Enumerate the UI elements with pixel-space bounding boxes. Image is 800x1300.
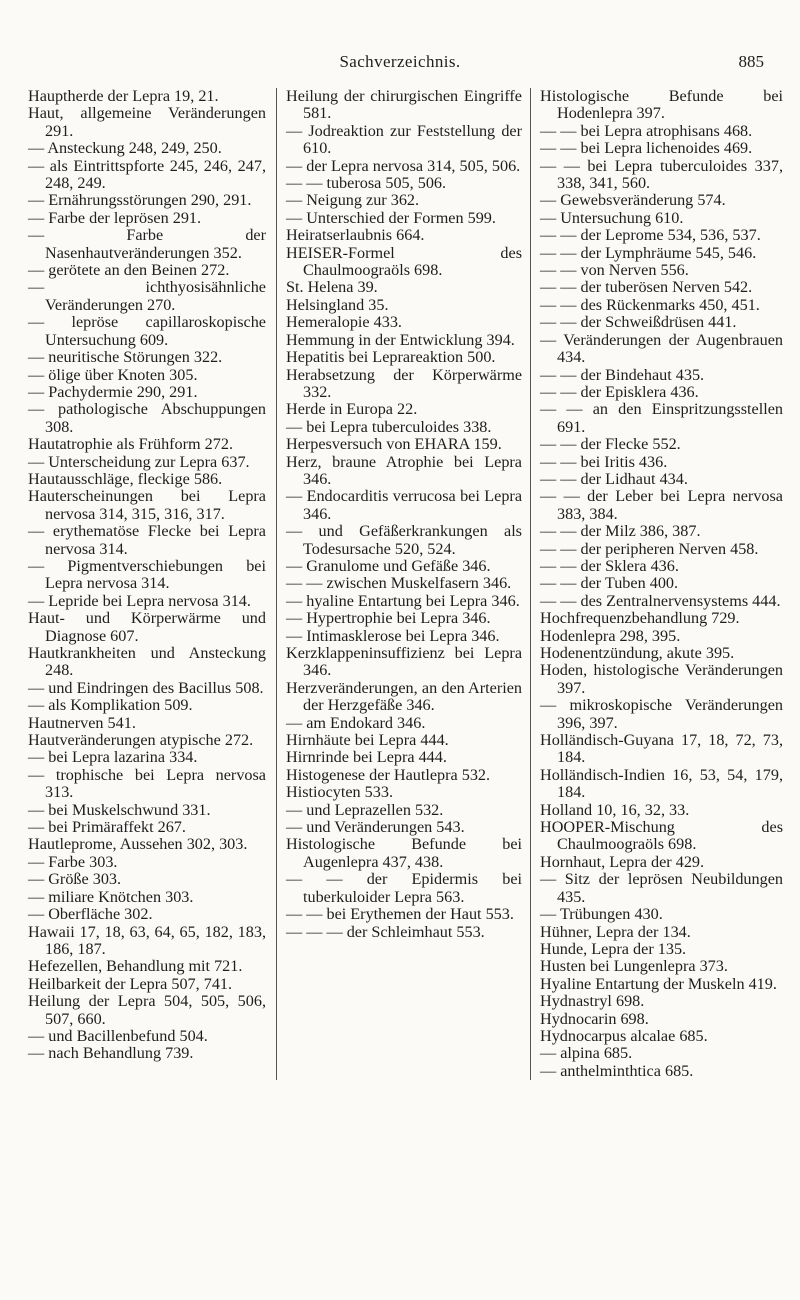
index-entry: Hydnocarpus alcalae 685. [540,1026,708,1045]
index-entry: — und Veränderungen 543. [286,818,465,837]
index-entry: Hirnrinde bei Lepra 444. [286,748,447,767]
index-entry: Hemmung in der Entwicklung 394. [286,330,515,349]
index-entry: — — — der Schleimhaut 553. [286,922,485,941]
index-entry: Hyaline Entartung der Muskeln 419. [540,974,777,993]
index-entry: — — bei Lepra tuberculoides 337, 338, 341, 560. [540,156,783,193]
index-entry: Husten bei Lungenlepra 373. [540,957,728,976]
index-entry: — bei Lepra tuberculoides 338. [286,417,492,436]
index-entry: — Hypertrophie bei Lepra 346. [286,609,491,628]
index-entry: Holländisch-Guyana 17, 18, 72, 73, 184. [540,731,783,767]
index-entry: — und Leprazellen 532. [286,800,444,819]
index-entry: Hydnastryl 698. [540,992,645,1011]
index-entry: Hodenlepra 298, 395. [540,626,681,645]
index-entry: — — der Epidermis bei tuberkuloider Lepra 563. [286,870,522,906]
index-entry: — Neigung zur 362. [286,191,420,210]
index-entry: Hirnhäute bei Lepra 444. [286,731,449,750]
index-entry: — Intimasklerose bei Lepra 346. [286,626,500,645]
index-entry: — — bei Iritis 436. [540,452,668,471]
index-entry: — — der Leber bei Lepra nervosa 383, 384. [540,487,783,523]
index-entry: — Farbe der Nasenhautveränderungen 352. [28,226,266,262]
index-entry: — Oberfläche 302. [28,905,153,924]
index-entry: — — des Zentralnervensystems 444. [540,591,781,610]
index-entry: — Lepride bei Lepra nervosa 314. [28,591,251,610]
index-entry: — — der Flecke 552. [540,435,681,454]
index-entry: — — des Rückenmarks 450, 451. [540,295,760,314]
index-entry: — Veränderungen der Augenbrauen 434. [540,330,783,367]
index-entry: — — bei Lepra lichenoides 469. [540,139,753,158]
index-entry: — trophische bei Lepra nervosa 313. [28,765,266,802]
index-entry: — — bei Lepra atrophisans 468. [540,121,753,140]
index-entry: Hunde, Lepra der 135. [540,939,687,958]
index-entry: — nach Behandlung 739. [28,1044,194,1063]
index-entry: — — der Leprome 534, 536, 537. [540,226,761,245]
index-entry: — Endocarditis verrucosa bei Lepra 346. [286,487,522,523]
index-entry: — der Lepra nervosa 314, 505, 506. [286,156,521,175]
index-entry: — ichthyosisähnliche Veränderungen 270. [28,278,266,314]
index-entry: Holland 10, 16, 32, 33. [540,800,690,819]
index-entry: — bei Primäraffekt 267. [28,818,186,837]
index-entry: Herzveränderungen, an den Arterien der Herzgefäße 346. [286,678,522,715]
index-entry: Hauterscheinungen bei Lepra nervosa 314, 315, 316, 317. [28,487,266,523]
index-entry: — Pachydermie 290, 291. [28,382,198,401]
index-entry: — — der tuberösen Nerven 542. [540,278,753,297]
index-entry: — gerötete an den Beinen 272. [28,261,230,280]
index-column-2 [276,88,522,1080]
index-column-3 [530,88,783,1080]
index-entry: — Farbe 303. [28,852,118,871]
index-entry: — — der Milz 386, 387. [540,522,701,541]
index-entry: — und Gefäßerkrankungen als Todesursache 520, 524. [286,522,522,558]
index-entry: — als Eintrittspforte 245, 246, 247, 248, 249. [28,156,266,193]
index-entry: Hauptherde der Lepra 19, 21. [28,87,219,105]
index-entry: — — bei Erythemen der Haut 553. [286,905,514,924]
index-entry: — ölige über Knoten 305. [28,365,198,384]
index-entry: Histologische Befunde bei Augenlepra 437, 438. [286,835,522,871]
index-entry: — — der Tuben 400. [540,574,679,593]
page-header [0,52,800,76]
index-entry: — Ansteckung 248, 249, 250. [28,139,222,158]
page-title: Sachverzeichnis. [339,52,461,71]
index-columns [28,88,784,1080]
index-entry: — bei Muskelschwund 331. [28,800,211,819]
index-entry: Herabsetzung der Körperwärme 332. [286,365,522,401]
index-entry: Hautleprome, Aussehen 302, 303. [28,835,248,854]
index-entry: — — der Lymphräume 545, 546. [540,243,757,262]
index-entry: — Farbe der leprösen 291. [28,208,202,227]
index-entry: — — tuberosa 505, 506. [286,174,447,193]
index-entry: Hawaii 17, 18, 63, 64, 65, 182, 183, 186, 187. [28,922,266,958]
index-entry: — Granulome und Gefäße 346. [286,556,491,575]
index-entry: Heilbarkeit der Lepra 507, 741. [28,974,233,993]
index-entry: — — der Schweißdrüsen 441. [540,313,737,332]
index-entry: — — der Bindehaut 435. [540,365,705,384]
index-entry: Hefezellen, Behandlung mit 721. [28,957,243,976]
index-entry: — neuritische Störungen 322. [28,348,223,367]
index-entry: — — an den Einspritzungsstellen 691. [540,400,783,436]
index-entry: Kerzklappeninsuffizienz bei Lepra 346. [286,644,522,680]
index-entry: Haut, allgemeine Veränderungen 291. [28,104,266,140]
index-entry: Heilung der chirurgischen Eingriffe 581. [286,87,522,123]
index-entry: Hautkrankheiten und Ansteckung 248. [28,644,266,680]
index-entry: HOOPER-Mischung des Chaulmoograöls 698. [540,818,783,854]
index-entry: Herpesversuch von EHARA 159. [286,435,502,454]
index-entry: — als Komplikation 509. [28,696,193,715]
index-entry: — bei Lepra lazarina 334. [28,748,198,767]
index-entry: — miliare Knötchen 303. [28,887,194,906]
index-entry: — und Bacillenbefund 504. [28,1026,208,1045]
index-entry: Hodenentzündung, akute 395. [540,644,735,662]
index-entry: Helsingland 35. [286,295,389,314]
index-entry: Herde in Europa 22. [286,400,418,419]
index-column-1 [28,88,266,1080]
index-entry: — — der Episklera 436. [540,382,699,401]
index-entry: — pathologische Abschuppungen 308. [28,400,266,436]
index-entry: Histologische Befunde bei Hodenlepra 397. [540,87,783,123]
index-entry: Hautatrophie als Frühform 272. [28,435,233,454]
index-entry: Hautausschläge, fleckige 586. [28,469,223,488]
index-entry: — alpina 685. [540,1044,633,1063]
index-entry: Hautnerven 541. [28,713,136,732]
index-entry: — am Endokard 346. [286,713,426,732]
index-entry: — — der Sklera 436. [540,556,679,575]
index-entry: Hoden, histologische Veränderungen 397. [540,661,783,697]
index-entry: — erythematöse Flecke bei Lepra nervosa 314. [28,522,266,558]
index-entry: Hochfrequenzbehandlung 729. [540,609,740,628]
index-entry: Holländisch-Indien 16, 53, 54, 179, 184. [540,765,783,802]
index-entry: Heiratserlaubnis 664. [286,226,425,245]
index-entry: — — zwischen Muskelfasern 346. [286,574,512,593]
index-entry: — Gewebsveränderung 574. [540,191,726,210]
index-entry: Heilung der Lepra 504, 505, 506, 507, 660. [28,992,266,1028]
index-entry: Haut- und Körperwärme und Diagnose 607. [28,609,266,645]
index-entry: Herz, braune Atrophie bei Lepra 346. [286,452,522,488]
index-entry: — Größe 303. [28,870,122,889]
index-entry: Hautveränderungen atypische 272. [28,731,254,750]
index-entry: — Unterschied der Formen 599. [286,208,496,227]
index-entry: — Sitz der leprösen Neubildungen 435. [540,870,783,906]
index-entry: Histiocyten 533. [286,783,394,802]
index-entry: Hepatitis bei Leprareaktion 500. [286,348,496,367]
index-entry: — — der Lidhaut 434. [540,469,688,488]
index-entry: — Untersuchung 610. [540,208,684,227]
index-entry: — Pigmentverschiebungen bei Lepra nervosa 314. [28,556,266,593]
index-entry: Histogenese der Hautlepra 532. [286,765,491,784]
index-entry: — Unterscheidung zur Lepra 637. [28,452,250,471]
index-entry: — hyaline Entartung bei Lepra 346. [286,591,520,610]
index-entry: Hühner, Lepra der 134. [540,922,691,941]
index-entry: — und Eindringen des Bacillus 508. [28,678,264,697]
index-entry: Hydnocarin 698. [540,1009,649,1028]
index-entry: — mikroskopische Veränderungen 396, 397. [540,696,783,732]
index-entry: Hornhaut, Lepra der 429. [540,852,705,871]
index-entry: St. Helena 39. [286,278,378,297]
index-entry: HEISER-Formel des Chaulmoograöls 698. [286,243,522,280]
index-entry: — Jodreaktion zur Feststellung der 610. [286,121,522,158]
index-entry: — — der peripheren Nerven 458. [540,539,759,558]
index-entry: — Trübungen 430. [540,905,663,924]
index-entry: — lepröse capillaroskopische Untersuchung 609. [28,313,266,349]
index-entry: Hemeralopie 433. [286,313,402,332]
page-number: 885 [738,52,764,71]
index-entry: — Ernährungsstörungen 290, 291. [28,191,252,210]
index-entry: — anthelminthtica 685. [540,1061,694,1080]
index-entry: — — von Nerven 556. [540,261,689,280]
